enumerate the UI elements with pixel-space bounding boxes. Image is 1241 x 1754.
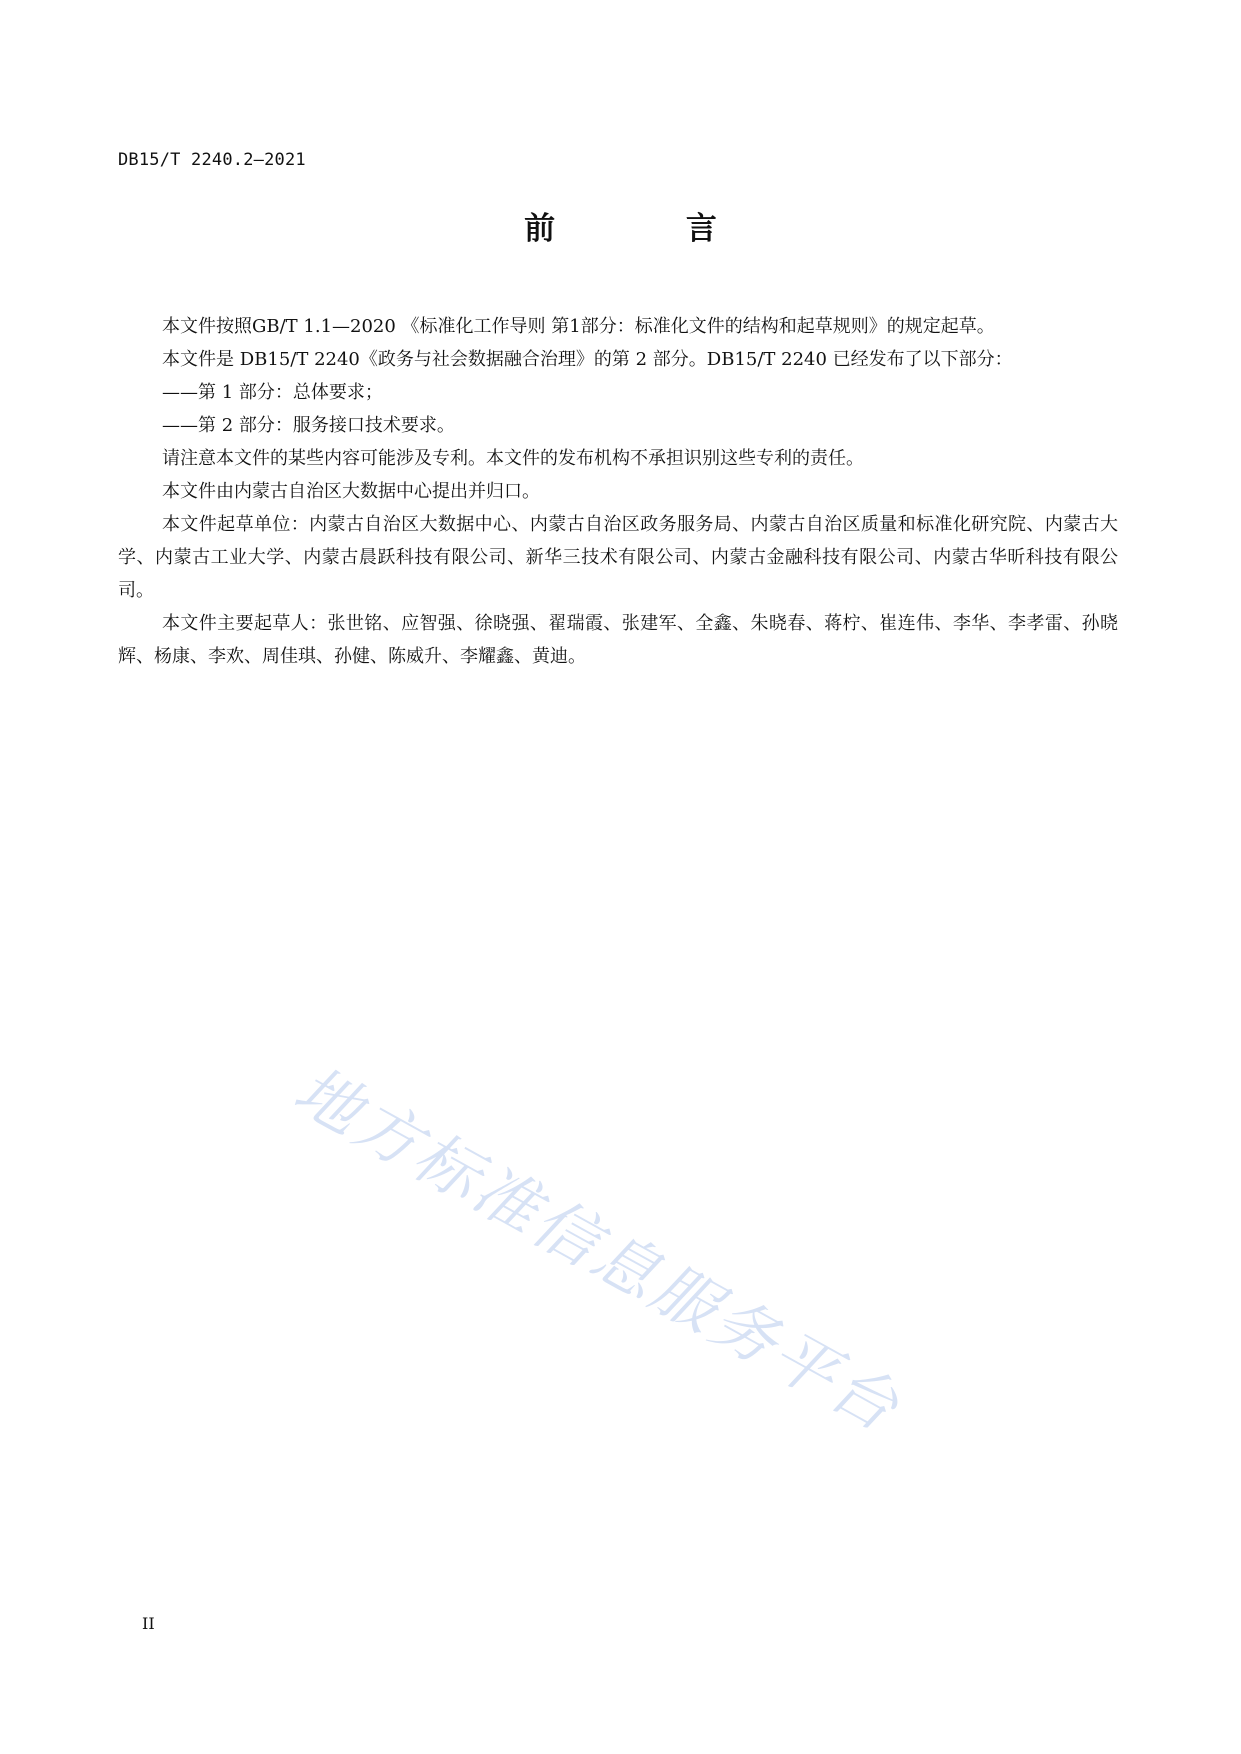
paragraph-part-info: 本文件是 DB15/T 2240《政务与社会数据融合治理》的第 2 部分。DB15/T 2240 已经发布了以下部分： [162, 349, 1013, 370]
watermark: 地方标准信息服务平台 [281, 1053, 913, 1448]
paragraph-drafting-units: 本文件起草单位：内蒙古自治区大数据中心、内蒙古自治区政务服务局、内蒙古自治区质量和标准化研究院、内蒙古大学、内蒙古工业大学、内蒙古晨跃科技有限公司、新华三技术有限公司、内蒙古金融科技有限公司、内蒙古华昕科技有限公司。 [118, 514, 1118, 601]
paragraph-drafters: 本文件主要起草人：张世铭、应智强、徐晓强、翟瑞霞、张建军、全鑫、朱晓春、蒋柠、崔连伟、李华、李孝雷、孙晓辉、杨康、李欢、周佳琪、孙健、陈威升、李耀鑫、黄迪。 [118, 613, 1118, 667]
document-code: DB15/T 2240.2—2021 [118, 150, 306, 170]
paragraph-drafting-rules: 本文件按照GB/T 1.1—2020 《标准化工作导则 第1部分：标准化文件的结构和起草规则》的规定起草。 [162, 316, 995, 337]
list-item-part-2: ——第 2 部分：服务接口技术要求。 [162, 415, 455, 436]
list-item-part-1: ——第 1 部分：总体要求； [162, 382, 383, 403]
paragraph-patent-notice: 请注意本文件的某些内容可能涉及专利。本文件的发布机构不承担识别这些专利的责任。 [162, 448, 864, 469]
page-title: 前 言 [524, 211, 777, 247]
page-number: II [142, 1614, 155, 1633]
foreword-body [118, 310, 1118, 673]
paragraph-proposer: 本文件由内蒙古自治区大数据中心提出并归口。 [162, 481, 540, 502]
